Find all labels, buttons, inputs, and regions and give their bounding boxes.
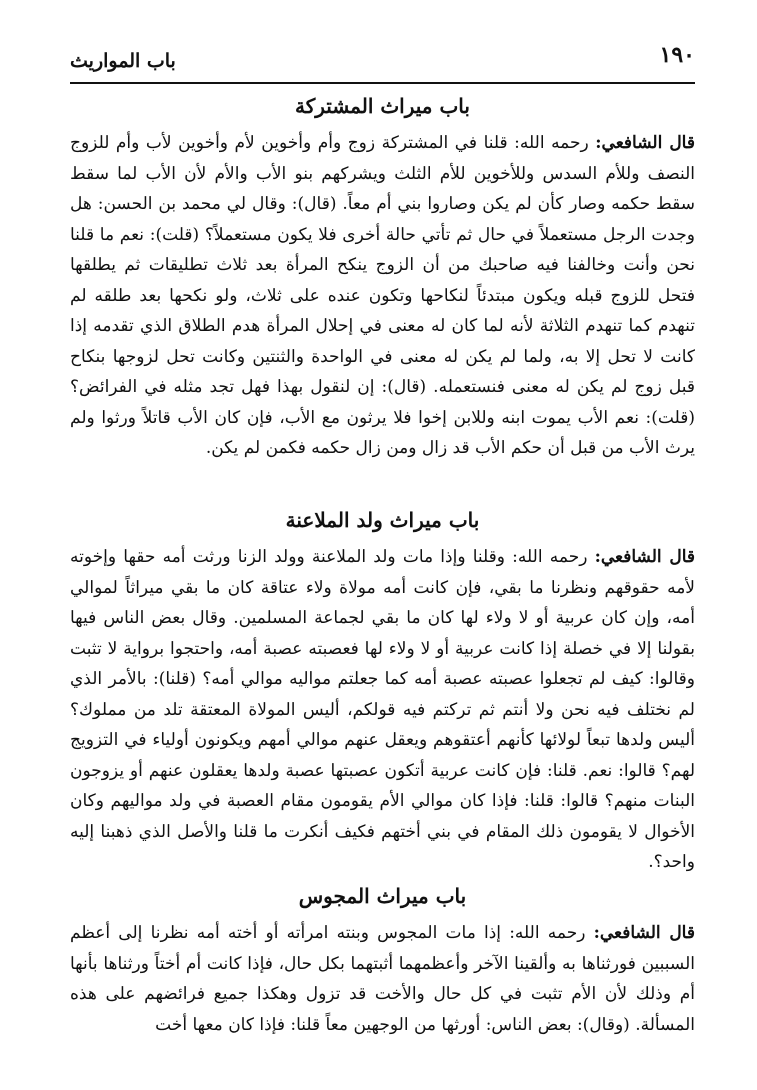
section-paragraph — [70, 542, 695, 878]
section-title: باب ميراث المجوس — [298, 884, 467, 908]
speaker-label: قال الشافعي: — [595, 133, 695, 153]
speaker-label: قال الشافعي: — [593, 923, 695, 943]
section-majus — [70, 884, 695, 1040]
section-mushtaraka — [70, 94, 695, 464]
paragraph-text: رحمه الله: وقلنا وإذا مات ولد الملاعنة وولد الزنا ورثت أمه حقها وإخوته لأمه حقوقهم ونظرنا ما بقي، فإن كانت أمه مولاة ولاء عتاقة كان ما بقي ميراثاً لموالي أمه، وإن كان عربية أو لا ولاء لها كان ما بقي لجماعة المسلمين. وقال بعض الناس فيها بقولنا إلا في خصلة إذا كانت عربية أو لا ولاء لها فعصبته عصبة أمه، واحتجوا برواية لا تثبت وقالوا: كيف لم تجعلوا عصبته عصبة أمه كما جعلتم مواليه موالي أمه؟ (قلنا): بالأمر الذي لم نختلف فيه نحن ولا أنتم ثم تركتم فيه قولكم، أليس المولاة المعتقة تلد من مملوك؟ أليس ولدها تبعاً لولائها كأنهم أعتقوهم ويعقل عنهم موالي أمهم ويكونون أولياء في التزويج لهم؟ قالوا: نعم. قلنا: فإن كانت عربية أتكون عصبتها عصبة ولدها يعقلون عنهم أو يزوجون البنات منهم؟ قالوا: قلنا: فإذا كان موالي الأم يقومون مقام العصبة في ولد مواليهم وكان الأخوال لا يقومون ذلك المقام في بني أختهم فكيف أنكرت ما قلنا والأصل الذي ذهبنا إليه واحد؟. — [70, 547, 695, 872]
section-mulaana — [70, 508, 695, 878]
page-number: ١٩٠ — [659, 42, 695, 68]
paragraph-text: رحمه الله: إذا مات المجوس وبنته امرأته أو أخته أمه نظرنا إلى أعظم السببين فورثناها به وألقينا الآخر وأعظمهما أثبتهما بكل حال، فإذا كانت أم أختاً ورثناها بأنها أم وذلك لأن الأم تثبت في كل حال والأخت قد تزول وهكذا جميع فرائضهم على هذه المسألة. (وقال): بعض الناس: أورثها من الوجهين معاً قلنا: فإذا كان معها أخت — [70, 923, 695, 1035]
paragraph-text: رحمه الله: قلنا في المشتركة زوج وأم وأخوين لأم وأخوين لأب وأم للزوج النصف وللأم السدس وللأخوين للأم الثلث ويشركهم بنو الأب والأم لأن الأب لما سقط سقط حكمه وصار كأن لم يكن وصاروا بني أم معاً. (قال): وقال لي محمد بن الحسن: هل وجدت الرجل مستعملاً في حال ثم تأتي حالة أخرى فلا يكون مستعملاً؟ (قلت): نعم ما قلنا نحن وأنت وخالفنا فيه صاحبك من أن الزوج ينكح المرأة بعد ثلاث تطليقات ثم يطلقها فتحل للزوج قبله ويكون مبتدئاً لنكاحها وتكون عنده على ثلاث، ولو نكحها بعد طلقه لم تنهدم كما تنهدم الثلاثة لأنه لما كان له معنى في إحلال المرأة هدم الطلاق الذي تقدمه إذا كانت لا تحل إلا به، ولما لم يكن له معنى في الواحدة والثنتين وكانت تحل لزوجها بنكاح قبل زوج لم يكن له معنى فنستعمله. (قال): إن لنقول بهذا فهل تجد مثله في الفرائض؟ (قلت): نعم الأب يموت ابنه وللابن إخوا فلا يرثون مع الأب، فإن كان الأب قاتلاً ورثوا ولم يرث الأب من قبل أن حكم الأب قد زال ومن زال حكمه فكمن لم يكن. — [70, 133, 695, 458]
section-paragraph — [70, 918, 695, 1040]
page-header — [70, 42, 695, 84]
section-title: باب ميراث ولد الملاعنة — [285, 508, 480, 532]
section-title: باب ميراث المشتركة — [295, 94, 470, 118]
speaker-label: قال الشافعي: — [594, 547, 695, 567]
running-title: باب المواريث — [70, 50, 176, 72]
section-paragraph — [70, 128, 695, 464]
